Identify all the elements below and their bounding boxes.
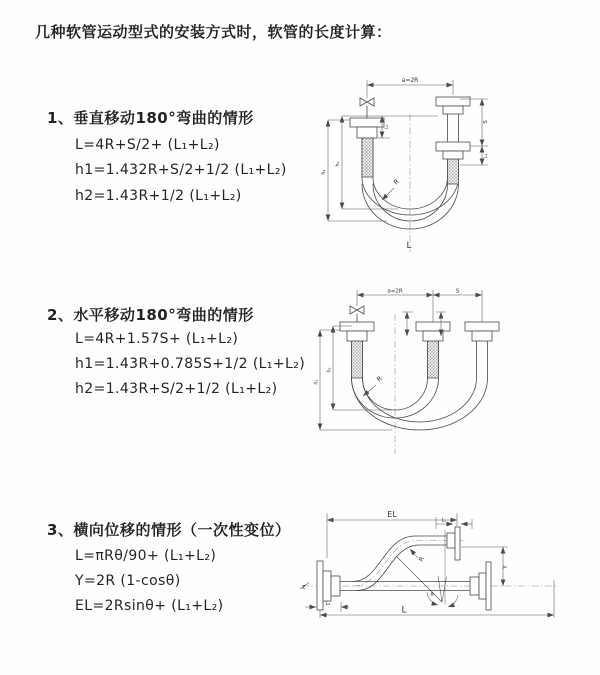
diagram-lateral-displacement: [296, 500, 600, 630]
section-1-heading: 1、垂直移动180°弯曲的情形: [47, 109, 254, 127]
section-1-formula-L: L=4R+S/2+ (L₁+L₂): [75, 137, 220, 153]
section-2-formula-h2: h2=1.43R+S/2+1/2 (L₁+L₂): [75, 381, 278, 397]
hose-curves: [352, 341, 488, 430]
centerline-mark: z: [302, 583, 306, 591]
section-1-formula-h1: h1=1.432R+S/2+1/2 (L₁+L₂): [75, 162, 287, 178]
dim-label-y: Y: [502, 565, 509, 569]
dim-label-h2: h₂: [326, 367, 333, 373]
dim-label-el: EL: [387, 510, 397, 519]
dim-label-s: S: [455, 288, 460, 295]
page-title: 几种软管运动型式的安装方式时，软管的长度计算：: [35, 23, 392, 41]
section-3-heading: 3、横向位移的情形（一次性变位）: [47, 521, 291, 539]
flanges: [340, 322, 499, 341]
dim-label-l1-right: L₁: [484, 153, 489, 159]
dim-label-l1: L₁: [441, 517, 447, 524]
section-2-formula-L: L=4R+1.57S+ (L₁+L₂): [75, 331, 239, 347]
dim-label-h1: h₁: [321, 169, 327, 175]
section-2-formula-h1: h1=1.43R+0.785S+1/2 (L₁+L₂): [75, 356, 306, 372]
radius-label: R: [392, 177, 401, 187]
dim-label-h1: h₁: [313, 379, 320, 385]
section-3-formula-Y: Y=2R (1-cosθ): [75, 573, 181, 589]
diagram-horizontal-180-bend: [312, 286, 544, 462]
valve-icon: [350, 306, 364, 322]
section-3-formula-EL: EL=2Rsinθ+ (L₁+L₂): [75, 598, 224, 614]
length-label: L: [406, 241, 412, 251]
dim-label-s: S: [483, 120, 489, 124]
length-label: L: [401, 605, 407, 616]
dim-label-h2: h₂: [335, 161, 341, 167]
section-3-formula-L: L=πRθ/90+ (L₁+L₂): [75, 548, 217, 564]
dim-label-l1-left: L₁: [385, 124, 390, 130]
section-1-formula-h2: h2=1.43R+1/2 (L₁+L₂): [75, 188, 242, 204]
dimension-lines: [300, 513, 554, 618]
radius-label: R: [417, 555, 426, 563]
theta-label: θ: [430, 592, 434, 598]
dim-label-l2: L₂: [325, 601, 331, 607]
dim-label-a2r: a=2R: [401, 77, 419, 84]
radius-label: R: [375, 374, 384, 384]
dimension-lines: [320, 290, 482, 430]
diagram-vertical-180-bend: [312, 72, 544, 258]
section-2-heading: 2、水平移动180°弯曲的情形: [47, 306, 254, 324]
flanges: [317, 527, 491, 610]
valve-icon: [360, 98, 374, 118]
dim-label-a2r: a=2R: [387, 288, 403, 295]
